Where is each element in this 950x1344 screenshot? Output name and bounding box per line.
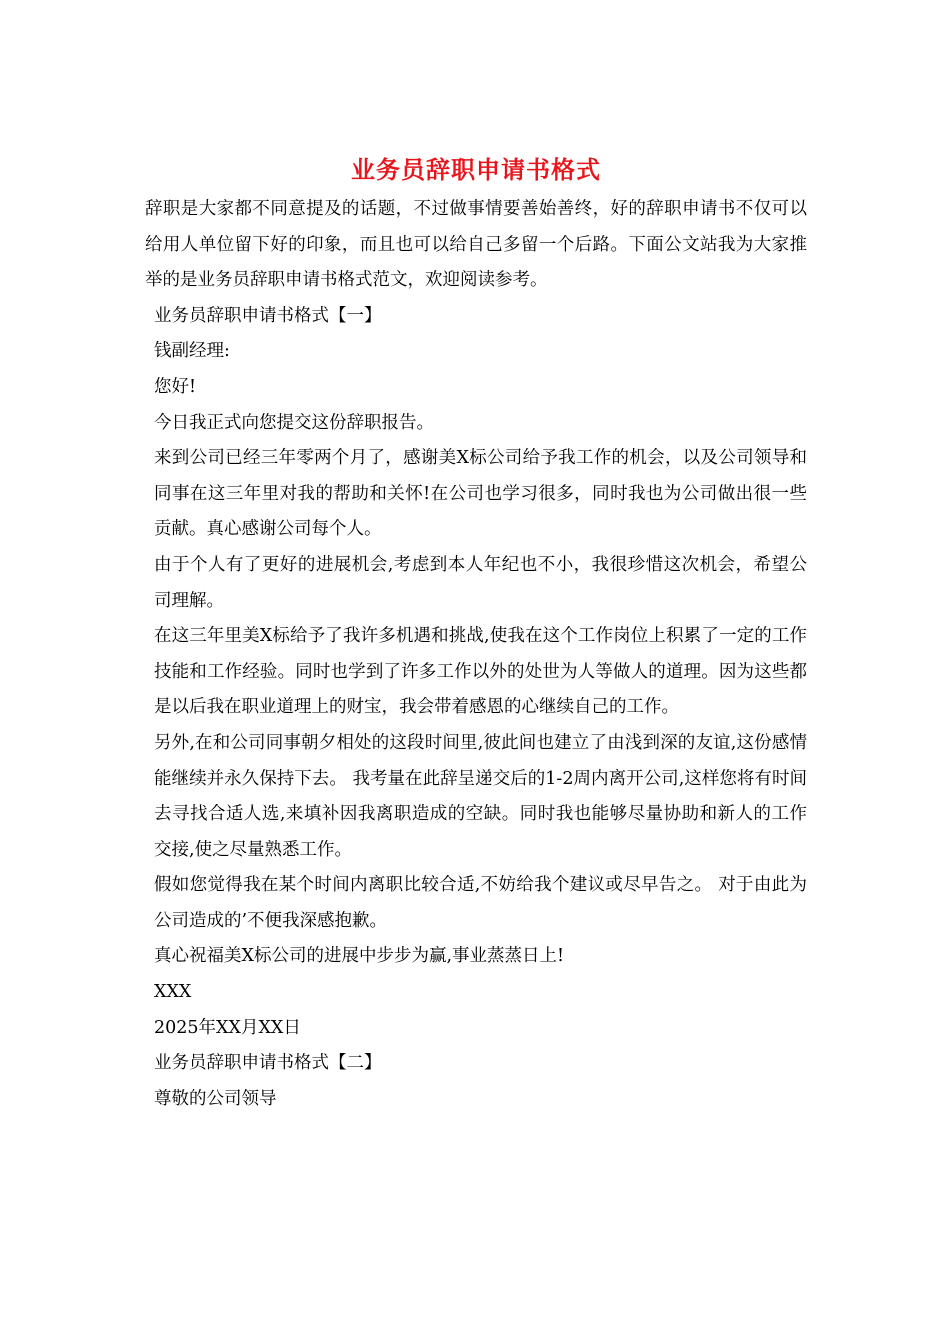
paragraph: 假如您觉得我在某个时间内离职比较合适,不妨给我个建议或尽早告之。 对于由此为公司造成的’不便我深感抱歉。 [154,875,807,931]
paragraph: XXX [154,982,192,1003]
paragraph: 业务员辞职申请书格式【一】 [154,305,382,326]
paragraph: 业务员辞职申请书格式【二】 [154,1053,382,1074]
paragraph: 由于个人有了更好的进展机会,考虑到本人年纪也不小，我很珍惜这次机会，希望公司理解。 [154,554,807,611]
document-body [145,192,807,1117]
paragraph: 今日我正式向您提交这份辞职报告。 [154,412,434,433]
paragraph: 来到公司已经三年零两个月了，感谢美X标公司给予我工作的机会，以及公司领导和同事在这三年里对我的帮助和关怀!在公司也学习很多，同时我也为公司做出很一些贡献。真心感谢公司每个人。 [154,448,807,540]
paragraph: 真心祝福美X标公司的进展中步步为赢,事业蒸蒸日上! [154,946,565,967]
paragraph: 另外,在和公司同事朝夕相处的这段时间里,彼此间也建立了由浅到深的友谊,这份感情能继续并永久保持下去。 我考量在此辞呈递交后的1-2周内离开公司,这样您将有时间去寻找合适人选,来填补因我离职造成的空缺。同时我也能够尽量协助和新人的工作交接,使之尽量熟悉工作。 [154,732,807,860]
paragraph: 辞职是大家都不同意提及的话题，不过做事情要善始善终，好的辞职申请书不仅可以给用人单位留下好的印象，而且也可以给自己多留一个后路。下面公文站我为大家推举的是业务员辞职申请书格式范文，欢迎阅读参考。 [145,199,807,291]
document-page [145,150,807,1117]
document-title: 业务员辞职申请书格式 [351,155,601,184]
paragraph: 钱副经理: [154,341,230,362]
paragraph: 在这三年里美X标给予了我许多机遇和挑战,使我在这个工作岗位上积累了一定的工作技能和工作经验。同时也学到了许多工作以外的处世为人等做人的道理。因为这些都是以后我在职业道理上的财宝，我会带着感恩的心继续自己的工作。 [154,626,807,718]
paragraph: 尊敬的公司领导 [154,1088,277,1109]
paragraph: 2025年XX月XX日 [154,1017,301,1038]
paragraph: 您好! [154,376,197,397]
